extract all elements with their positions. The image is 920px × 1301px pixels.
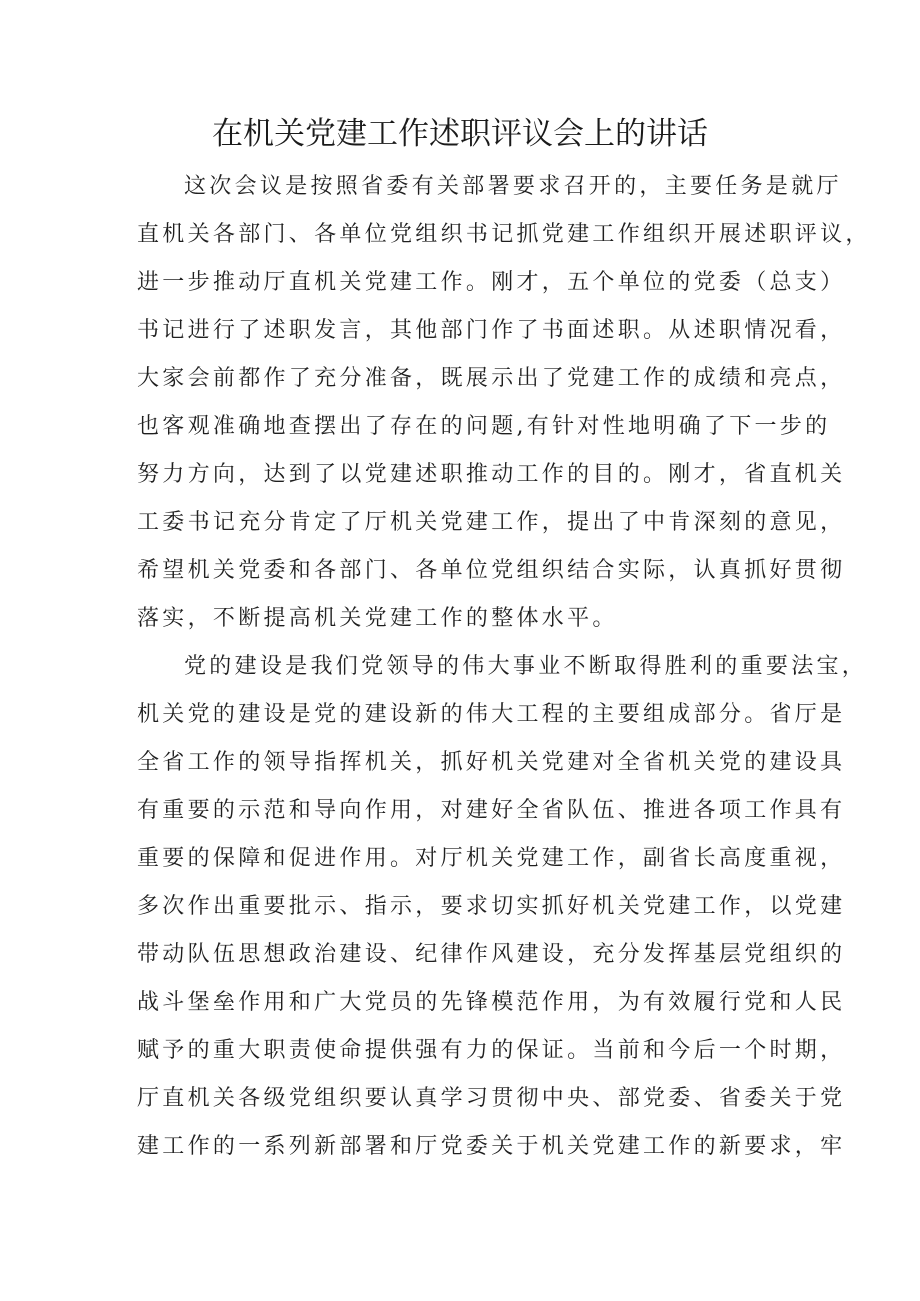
body-line: 赋予的重大职责使命提供强有力的保证。当前和今后一个时期， bbox=[137, 1038, 846, 1063]
body-line: 进一步推动厅直机关党建工作。刚才，五个单位的党委（总支） bbox=[137, 270, 846, 295]
body-line: 直机关各部门、各单位党组织书记抓党建工作组织开展述职评议， bbox=[137, 222, 871, 247]
body-line: 大家会前都作了充分准备，既展示出了党建工作的成绩和亮点， bbox=[137, 366, 846, 391]
body-line: 建工作的一系列新部署和厅党委关于机关党建工作的新要求，牢 bbox=[137, 1134, 846, 1159]
body-line: 这次会议是按照省委有关部署要求召开的，主要任务是就厅 bbox=[184, 174, 842, 199]
body-line: 全省工作的领导指挥机关，抓好机关党建对全省机关党的建设具 bbox=[137, 750, 846, 775]
body-line: 希望机关党委和各部门、各单位党组织结合实际，认真抓好贯彻 bbox=[137, 558, 846, 583]
body-line: 多次作出重要批示、指示，要求切实抓好机关党建工作，以党建 bbox=[137, 894, 846, 919]
body-line: 工委书记充分肯定了厅机关党建工作，提出了中肯深刻的意见， bbox=[137, 510, 846, 535]
body-line: 有重要的示范和导向作用，对建好全省队伍、推进各项工作具有 bbox=[137, 798, 846, 823]
body-line: 努力方向，达到了以党建述职推动工作的目的。刚才，省直机关 bbox=[137, 462, 846, 487]
body-line: 厅直机关各级党组织要认真学习贯彻中央、部党委、省委关于党 bbox=[137, 1086, 846, 1111]
body-line: 战斗堡垒作用和广大党员的先锋模范作用，为有效履行党和人民 bbox=[137, 990, 846, 1015]
body-line: 带动队伍思想政治建设、纪律作风建设，充分发挥基层党组织的 bbox=[137, 942, 846, 967]
body-line: 落实，不断提高机关党建工作的整体水平。 bbox=[137, 606, 618, 631]
body-line: 重要的保障和促进作用。对厅机关党建工作，副省长高度重视， bbox=[137, 846, 846, 871]
body-line: 党的建设是我们党领导的伟大事业不断取得胜利的重要法宝， bbox=[184, 654, 868, 679]
document-title: 在机关党建工作述职评议会上的讲话 bbox=[212, 116, 708, 152]
body-line: 也客观准确地查摆出了存在的问题,有针对性地明确了下一步的 bbox=[137, 414, 831, 439]
body-line: 机关党的建设是党的建设新的伟大工程的主要组成部分。省厅是 bbox=[137, 702, 846, 727]
body-line: 书记进行了述职发言，其他部门作了书面述职。从述职情况看， bbox=[137, 318, 846, 343]
